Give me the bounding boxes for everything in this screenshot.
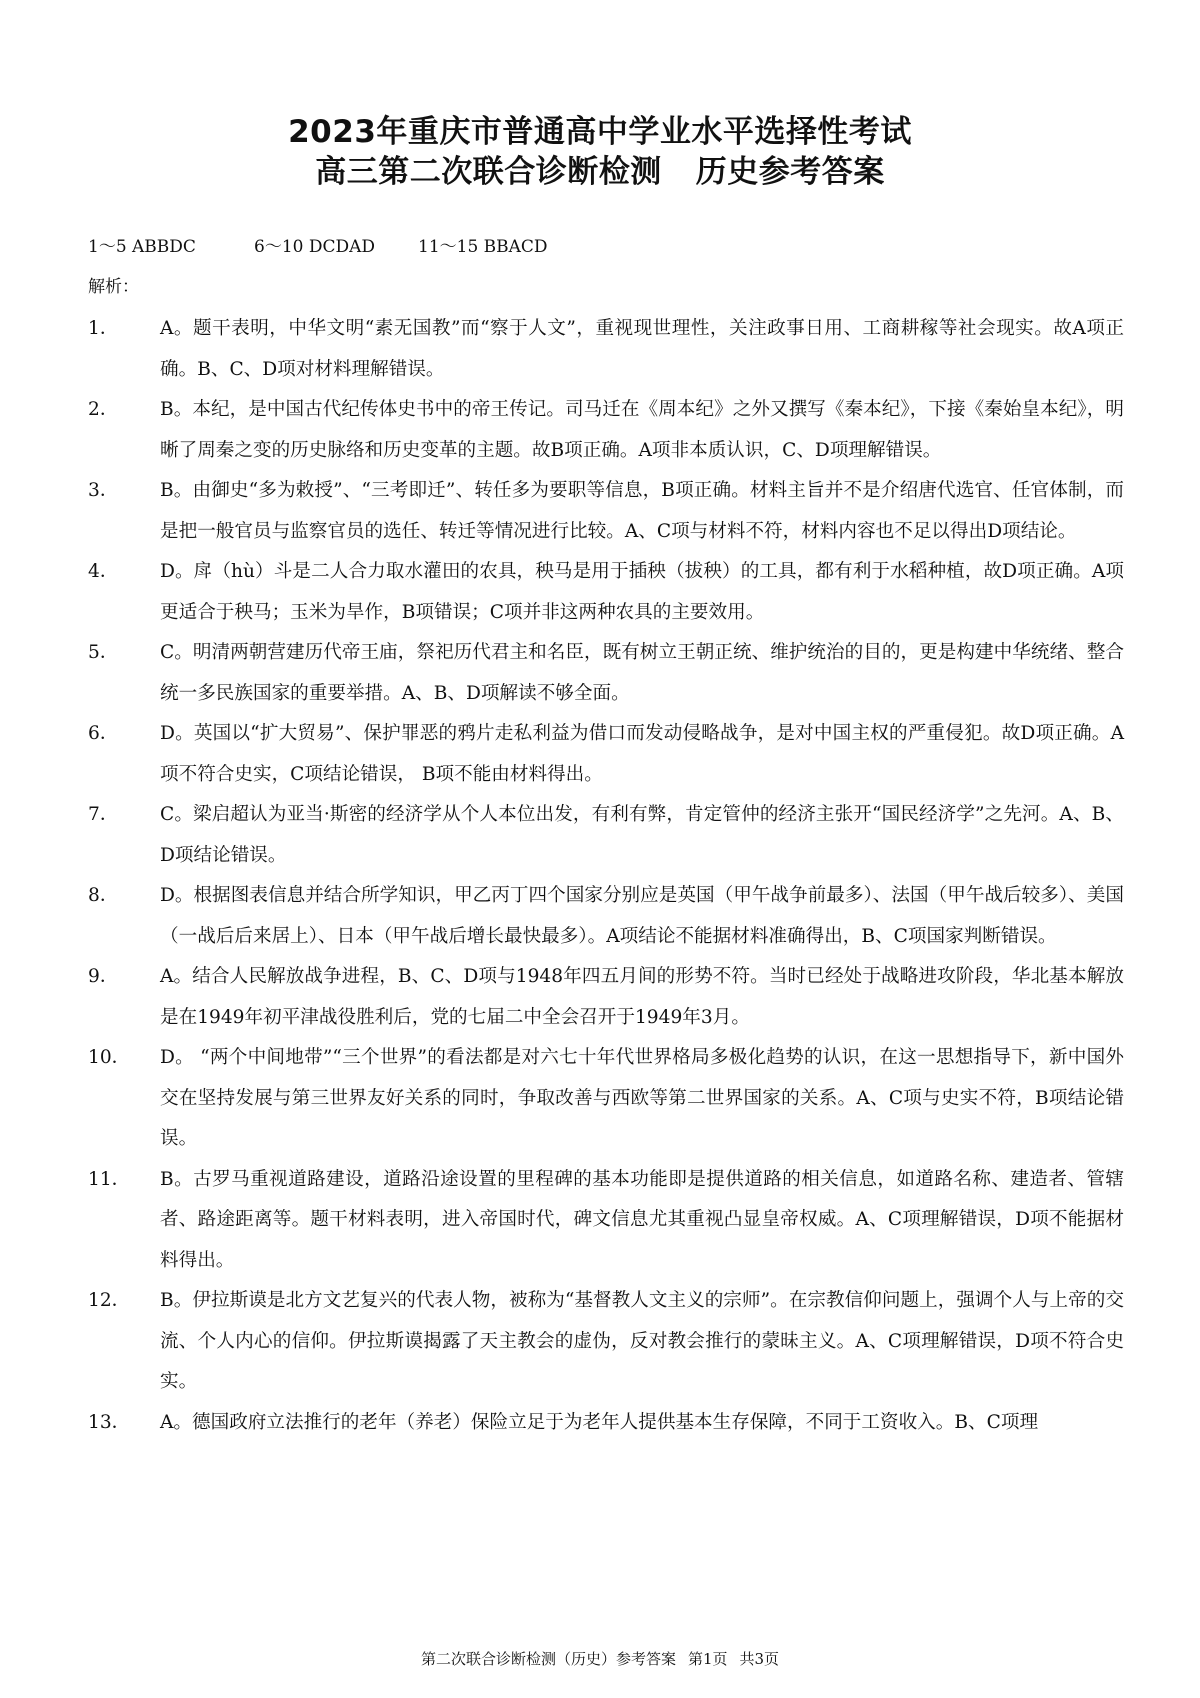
- item-text: D。英国以“扩大贸易”、保护罪恶的鸦片走私利益为借口而发动侵略战争，是对中国主权的严重侵犯。故D项正确。A项不符合史实，C项结论错误， B项不能由材料得出。: [160, 723, 1124, 785]
- item-text: B。本纪，是中国古代纪传体史书中的帝王传记。司马迁在《周本纪》之外又撰写《秦本纪》，下接《秦始皇本纪》，明晰了周秦之变的历史脉络和历史变革的主题。故B项正确。A项非本质认识，C、D项理解错误。: [160, 399, 1124, 461]
- item-number: 12．: [88, 1290, 131, 1311]
- analysis-item: [88, 471, 1124, 552]
- item-number: 9．: [88, 966, 119, 987]
- item-text: A。题干表明，中华文明“素无国教”而“察于人文”，重视现世理性，关注政事日用、工商耕稼等社会现实。故A项正确。B、C、D项对材料理解错误。: [160, 318, 1124, 380]
- footer-page-number: 第1页: [687, 1650, 728, 1668]
- analysis-item: [88, 795, 1124, 876]
- item-number: 5．: [88, 642, 119, 663]
- item-text: D。 “两个中间地带”“三个世界”的看法都是对六七十年代世界格局多极化趋势的认识，在这一思想指导下，新中国外交在坚持发展与第三世界友好关系的同时，争取改善与西欧等第二世界国家的关系。A、C项与史实不符，B项结论错误。: [160, 1047, 1124, 1149]
- answer-group-3: 11～15 BBACD: [418, 237, 548, 257]
- item-text: A。结合人民解放战争进程，B、C、D项与1948年四五月间的形势不符。当时已经处于战略进攻阶段，华北基本解放是在1949年初平津战役胜利后，党的七届二中全会召开于1949年3月。: [160, 966, 1124, 1028]
- item-number: 6．: [88, 723, 119, 744]
- page-subtitle: [0, 152, 1200, 192]
- footer-page-total: 共3页: [739, 1650, 780, 1668]
- item-number: 3．: [88, 480, 119, 501]
- analysis-item: [88, 633, 1124, 714]
- item-number: 1．: [88, 318, 119, 339]
- item-text: C。明清两朝营建历代帝王庙，祭祀历代君主和名臣，既有树立王朝正统、维护统治的目的，更是构建中华统绪、整合统一多民族国家的重要举措。A、B、D项解读不够全面。: [160, 642, 1124, 704]
- analysis-item: [88, 957, 1124, 1038]
- item-text: B。由御史“多为敕授”、“三考即迁”、转任多为要职等信息，B项正确。材料主旨并不是介绍唐代选官、任官体制，而是把一般官员与监察官员的选任、转迁等情况进行比较。A、C项与材料不符，材料内容也不足以得出D项结论。: [160, 480, 1124, 542]
- answer-group-2: 6～10 DCDAD: [254, 237, 376, 257]
- item-number: 2．: [88, 399, 119, 420]
- item-text: A。德国政府立法推行的老年（养老）保险立足于为老年人提供基本生存保障，不同于工资收入。B、C项理: [160, 1411, 1039, 1433]
- subtitle-exam-name: 高三第二次联合诊断检测: [315, 154, 662, 190]
- footer-doc-name: 第二次联合诊断检测（历史）参考答案: [420, 1650, 676, 1668]
- analysis-item: [88, 309, 1124, 390]
- analysis-item: [88, 876, 1124, 957]
- answer-key-row: [88, 234, 548, 260]
- answer-group-1: 1～5 ABBDC: [88, 237, 196, 257]
- item-text: B。古罗马重视道路建设，道路沿途设置的里程碑的基本功能即是提供道路的相关信息，如道路名称、建造者、管辖者、路途距离等。题干材料表明，进入帝国时代，碑文信息尤其重视凸显皇帝权威。A、C项理解错误，D项不能据材料得出。: [160, 1168, 1124, 1271]
- item-number: 8．: [88, 885, 119, 906]
- analysis-item: [88, 1403, 1124, 1444]
- item-text: D。戽（hù）斗是二人合力取水灌田的农具，秧马是用于插秧（拔秧）的工具，都有利于水稻种植，故D项正确。A项更适合于秧马；玉米为旱作，B项错误；C项并非这两种农具的主要效用。: [160, 561, 1124, 623]
- item-number: 7．: [88, 804, 119, 825]
- subtitle-answer-label: 历史参考答案: [695, 154, 885, 190]
- page-title: 2023年重庆市普通高中学业水平选择性考试: [288, 114, 912, 150]
- item-text: C。梁启超认为亚当·斯密的经济学从个人本位出发，有利有弊，肯定管仲的经济主张开“国民经济学”之先河。A、B、D项结论错误。: [160, 804, 1124, 866]
- analysis-item: [88, 1281, 1124, 1403]
- item-text: D。根据图表信息并结合所学知识，甲乙丙丁四个国家分别应是英国（甲午战争前最多）、法国（甲午战后较多）、美国（一战后后来居上）、日本（甲午战后增长最快最多）。A项结论不能据材料准确得出，B、C项国家判断错误。: [160, 885, 1124, 947]
- analysis-item: [88, 552, 1124, 633]
- item-number: 10．: [88, 1047, 131, 1068]
- page-footer: [0, 1648, 1200, 1670]
- analysis-item: [88, 1160, 1124, 1282]
- analysis-item: [88, 390, 1124, 471]
- analysis-heading: 解析：: [88, 277, 139, 297]
- item-number: 4．: [88, 561, 119, 582]
- item-number: 13．: [88, 1411, 131, 1433]
- item-number: 11．: [88, 1168, 131, 1190]
- item-text: B。伊拉斯谟是北方文艺复兴的代表人物，被称为“基督教人文主义的宗师”。在宗教信仰问题上，强调个人与上帝的交流、个人内心的信仰。伊拉斯谟揭露了天主教会的虚伪，反对教会推行的蒙昧主义。A、C项理解错误，D项不符合史实。: [160, 1290, 1124, 1392]
- analysis-list: [88, 309, 1124, 1443]
- analysis-item: [88, 714, 1124, 795]
- analysis-item: [88, 1038, 1124, 1160]
